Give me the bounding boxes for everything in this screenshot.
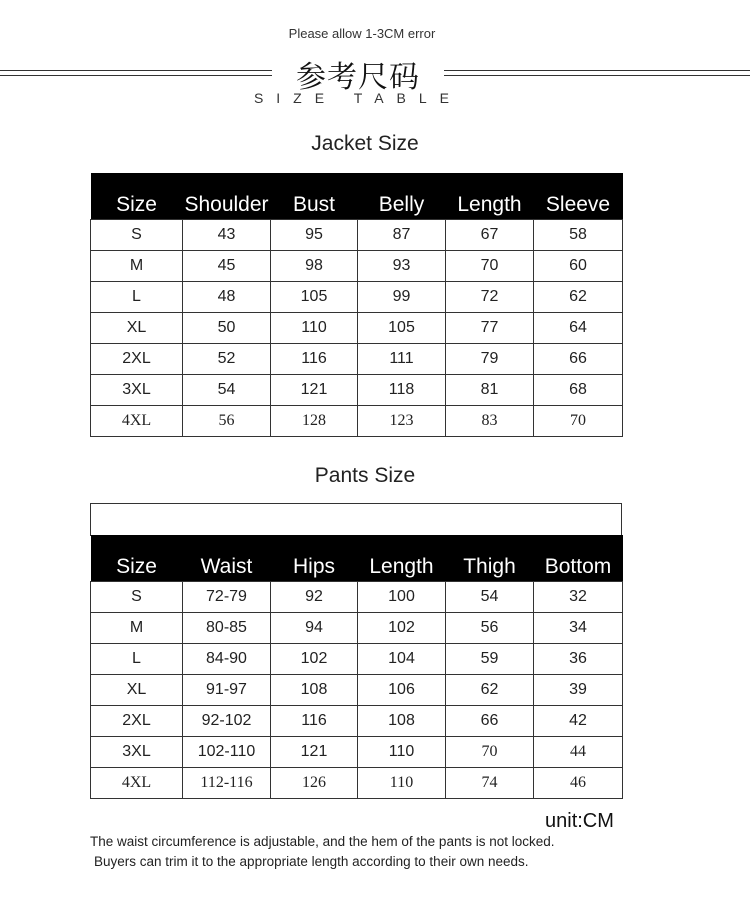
jacket-header-row [91, 173, 623, 220]
footer-note-2: Buyers can trim it to the appropriate length according to their own needs. [94, 854, 529, 869]
table-cell: 52 [183, 344, 271, 375]
table-cell: 118 [358, 375, 446, 406]
table-row [91, 220, 623, 251]
table-cell: 58 [534, 220, 623, 251]
table-cell: M [91, 613, 183, 644]
table-cell: 92 [271, 582, 358, 613]
table-cell: 2XL [91, 706, 183, 737]
jacket-col-bust: Bust [271, 173, 358, 220]
table-cell: S [91, 582, 183, 613]
error-note: Please allow 1-3CM error [288, 26, 436, 41]
table-cell: 83 [446, 406, 534, 437]
table-cell: 128 [271, 406, 358, 437]
pants-col-thigh: Thigh [446, 535, 534, 582]
table-cell: 74 [446, 768, 534, 799]
table-row [91, 406, 623, 437]
table-cell: 94 [271, 613, 358, 644]
table-cell: 50 [183, 313, 271, 344]
table-cell: 67 [446, 220, 534, 251]
table-cell: 102 [358, 613, 446, 644]
table-cell: 66 [446, 706, 534, 737]
table-cell: 102-110 [183, 737, 271, 768]
table-cell: 3XL [91, 375, 183, 406]
table-cell: 64 [534, 313, 623, 344]
table-cell: 60 [534, 251, 623, 282]
table-cell: 106 [358, 675, 446, 706]
table-cell: 62 [446, 675, 534, 706]
table-cell: 100 [358, 582, 446, 613]
unit-label: unit:CM [545, 810, 614, 832]
table-cell: XL [91, 313, 183, 344]
table-cell: 46 [534, 768, 623, 799]
table-cell: 70 [446, 251, 534, 282]
table-cell: L [91, 282, 183, 313]
table-cell: 77 [446, 313, 534, 344]
table-cell: 56 [183, 406, 271, 437]
table-row [91, 768, 623, 799]
table-cell: 116 [271, 344, 358, 375]
table-cell: 34 [534, 613, 623, 644]
jacket-col-length: Length [446, 173, 534, 220]
pants-col-waist: Waist [183, 535, 271, 582]
table-row [91, 737, 623, 768]
table-cell: 108 [271, 675, 358, 706]
table-cell: 4XL [91, 768, 183, 799]
table-cell: 91-97 [183, 675, 271, 706]
pants-col-bottom: Bottom [534, 535, 623, 582]
table-cell: 72-79 [183, 582, 271, 613]
table-cell: 3XL [91, 737, 183, 768]
table-cell: 108 [358, 706, 446, 737]
jacket-size-table [90, 173, 623, 437]
table-cell: 121 [271, 737, 358, 768]
table-cell: 70 [446, 737, 534, 768]
pants-col-hips: Hips [271, 535, 358, 582]
table-cell: 2XL [91, 344, 183, 375]
table-cell: 111 [358, 344, 446, 375]
table-cell: 70 [534, 406, 623, 437]
table-row [91, 344, 623, 375]
table-cell: L [91, 644, 183, 675]
table-cell: 56 [446, 613, 534, 644]
table-row [91, 375, 623, 406]
table-cell: S [91, 220, 183, 251]
table-cell: 54 [183, 375, 271, 406]
size-chart-title-cn: 参考尺码 [296, 60, 420, 95]
pants-col-size: Size [91, 535, 183, 582]
table-cell: 81 [446, 375, 534, 406]
table-cell: 39 [534, 675, 623, 706]
table-row [91, 313, 623, 344]
footer-note-1: The waist circumference is adjustable, and the hem of the pants is not locked. [90, 834, 555, 849]
table-row [91, 706, 623, 737]
table-cell: 104 [358, 644, 446, 675]
table-cell: 92-102 [183, 706, 271, 737]
table-cell: 59 [446, 644, 534, 675]
table-cell: XL [91, 675, 183, 706]
table-cell: 45 [183, 251, 271, 282]
table-cell: 93 [358, 251, 446, 282]
jacket-col-belly: Belly [358, 173, 446, 220]
size-table-subtitle: SIZE TABLE [253, 90, 463, 106]
table-cell: 121 [271, 375, 358, 406]
table-cell: 4XL [91, 406, 183, 437]
table-row [91, 675, 623, 706]
table-cell: 68 [534, 375, 623, 406]
table-row [91, 613, 623, 644]
table-cell: 116 [271, 706, 358, 737]
table-cell: 84-90 [183, 644, 271, 675]
table-cell: 95 [271, 220, 358, 251]
table-cell: 105 [358, 313, 446, 344]
table-cell: 87 [358, 220, 446, 251]
table-cell: 110 [271, 313, 358, 344]
table-cell: 126 [271, 768, 358, 799]
table-cell: 44 [534, 737, 623, 768]
table-cell: 98 [271, 251, 358, 282]
table-cell: 79 [446, 344, 534, 375]
table-row [91, 582, 623, 613]
table-cell: 32 [534, 582, 623, 613]
table-cell: 36 [534, 644, 623, 675]
table-cell: 110 [358, 768, 446, 799]
pants-col-length: Length [358, 535, 446, 582]
table-cell: 54 [446, 582, 534, 613]
table-row [91, 282, 623, 313]
table-cell: 48 [183, 282, 271, 313]
table-cell: M [91, 251, 183, 282]
pants-header-row [91, 535, 623, 582]
table-cell: 123 [358, 406, 446, 437]
table-cell: 99 [358, 282, 446, 313]
table-cell: 102 [271, 644, 358, 675]
table-row [91, 644, 623, 675]
jacket-size-title: Jacket Size [311, 132, 419, 155]
table-cell: 112-116 [183, 768, 271, 799]
table-row [91, 251, 623, 282]
pants-blank-row [90, 503, 622, 536]
table-cell: 42 [534, 706, 623, 737]
jacket-col-sleeve: Sleeve [534, 173, 623, 220]
pants-size-title: Pants Size [314, 464, 416, 487]
table-cell: 72 [446, 282, 534, 313]
table-cell: 110 [358, 737, 446, 768]
table-cell: 80-85 [183, 613, 271, 644]
jacket-col-size: Size [91, 173, 183, 220]
table-cell: 43 [183, 220, 271, 251]
pants-size-table [90, 535, 623, 799]
table-cell: 62 [534, 282, 623, 313]
table-cell: 105 [271, 282, 358, 313]
table-cell: 66 [534, 344, 623, 375]
jacket-col-shoulder: Shoulder [183, 173, 271, 220]
